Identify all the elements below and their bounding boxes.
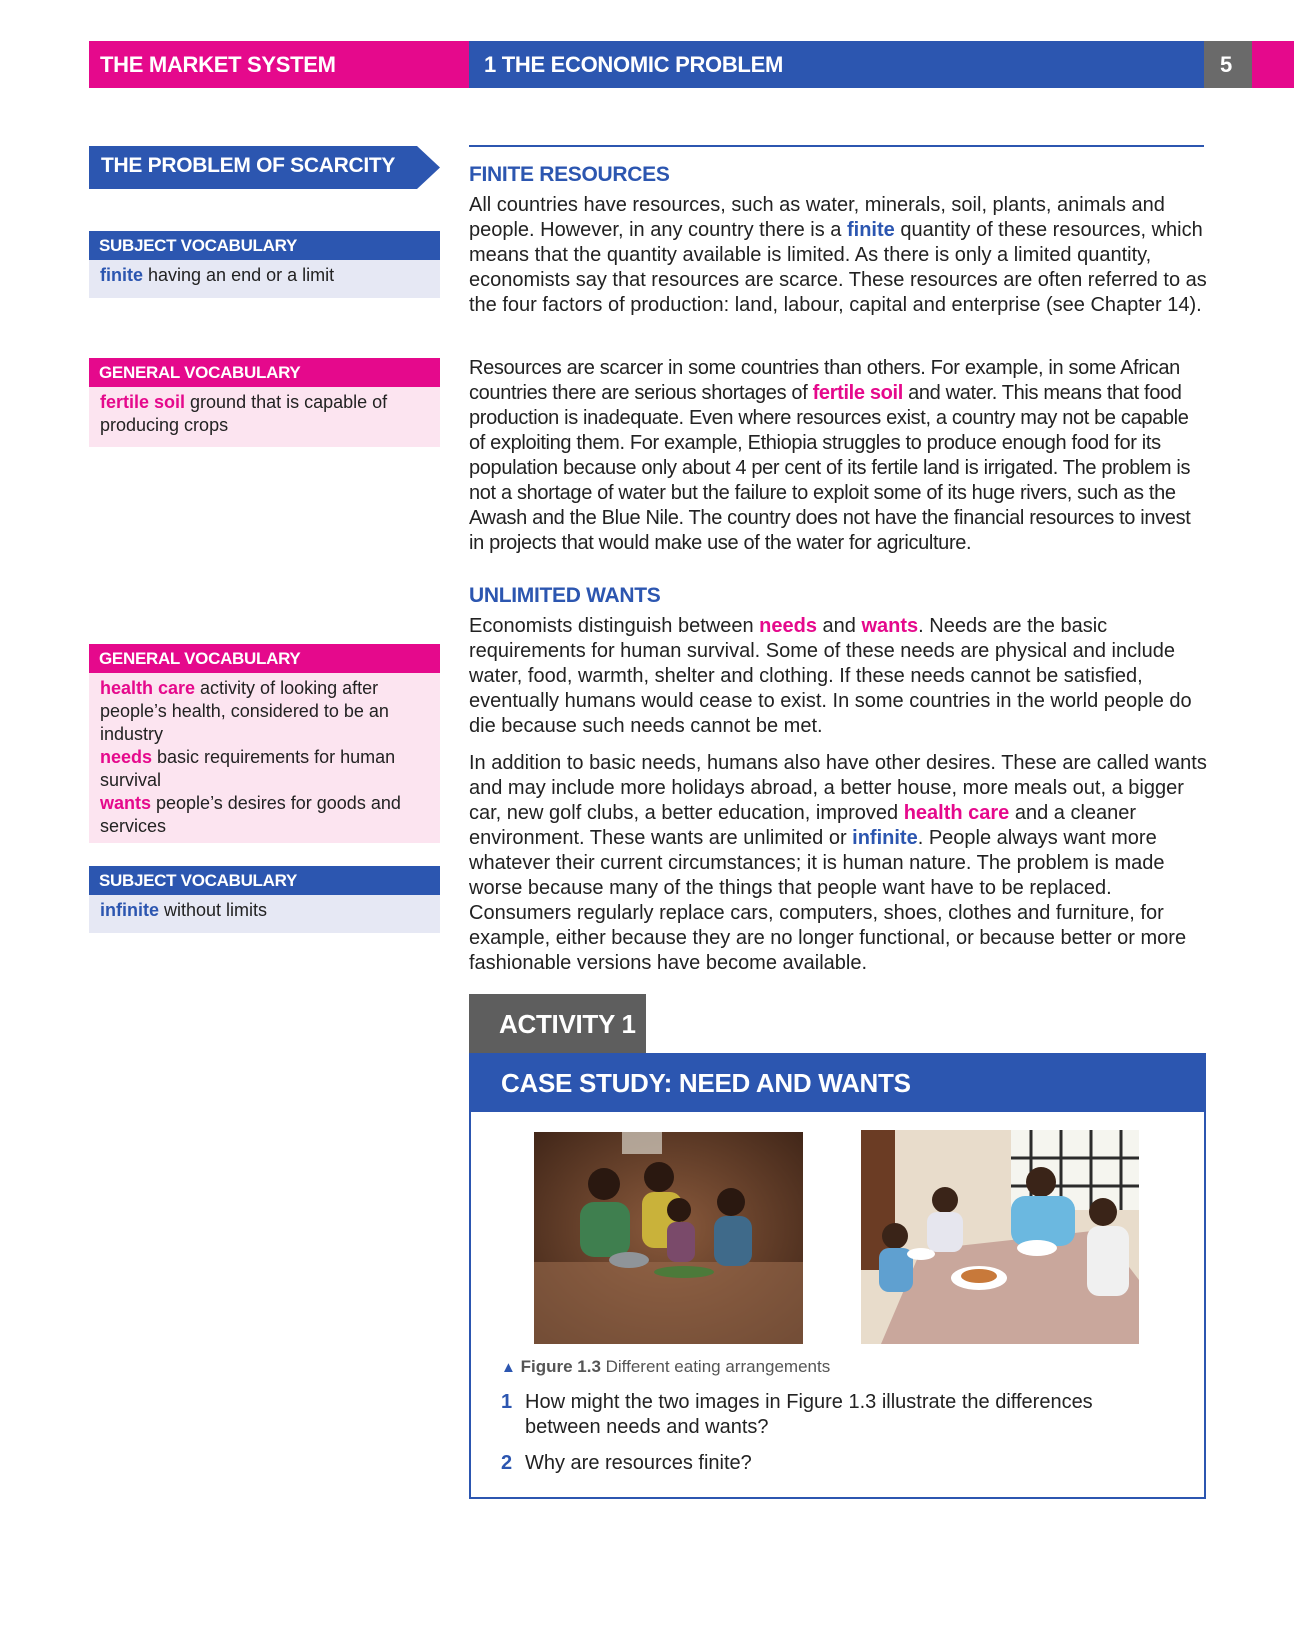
paragraph-wants-1: Economists distinguish between needs and wants. Needs are the basic requirements for human survival. Some of these needs are physical and include water, food, warmth, shelter and clothing. If these needs cannot be satisfied, eventually humans would cease to exist. In some countries in the world people do die because such needs cannot be met. xyxy=(469,615,1192,737)
vocab-entry-fertile-soil xyxy=(89,387,440,447)
subject-vocabulary-heading: SUBJECT VOCABULARY xyxy=(89,866,440,895)
vocab-entry-needs xyxy=(100,746,429,792)
subject-vocabulary-heading: SUBJECT VOCABULARY xyxy=(89,231,440,260)
section-title: THE PROBLEM OF SCARCITY xyxy=(101,154,396,177)
paragraph-finite-1: All countries have resources, such as water, minerals, soil, plants, animals and people. However, in any country there is a finite quantity of these resources, which means that the quantity available is limited. As there is only a limited quantity, economists say that resources are scarce. These resources are often referred to as the four factors of production: land, labour, capital and enterprise (see Chapter 14). xyxy=(469,194,1207,316)
paragraph-finite-2: Resources are scarcer in some countries than others. For example, in some African countries there are serious shortages of fertile soil and water. This means that food production is inadequate. Even where resources exist, a country may not be capable of exploiting them. For example, Ethiopia struggles to produce enough food for its population because only about 4 per cent of its fertile land is irrigated. The problem is not a shortage of water but the failure to exploit some of its huge rivers, such as the Awash and the Blue Nile. The country does not have the financial resources to invest in projects that would make use of the water for agriculture. xyxy=(469,357,1191,554)
heading-finite-resources: FINITE RESOURCES xyxy=(469,163,670,186)
vocab-term: needs xyxy=(100,747,153,767)
vocab-definition: ground that is capable of producing crops xyxy=(100,392,388,435)
question-1: 1 How might the two images in Figure 1.3 illustrate the differences between needs and wants? xyxy=(501,1391,1093,1438)
case-study-title: CASE STUDY: NEED AND WANTS xyxy=(501,1068,911,1098)
paragraph-wants-2: In addition to basic needs, humans also have other desires. These are called wants and may include more holidays abroad, a better house, more meals out, a bigger car, new golf clubs, a better education, improved health care and a cleaner environment. These wants are unlimited or infinite. People always want more whatever their current circumstances; it is human nature. The problem is made worse because many of the things that people want have to be replaced. Consumers regularly replace cars, computers, shoes, clothes and furniture, for example, either because they are no longer functional, or because better or more fashionable versions have become available. xyxy=(469,752,1207,974)
question-2: 2 Why are resources finite? xyxy=(501,1452,752,1474)
vocab-term: wants xyxy=(100,793,152,813)
children-eating-photo xyxy=(534,1132,803,1344)
vocab-definition: activity of looking after people’s health, considered to be an industry xyxy=(100,678,389,744)
vocab-term: infinite xyxy=(100,900,159,920)
top-rule xyxy=(469,145,1204,147)
vocab-list xyxy=(89,673,440,843)
keyword-infinite: infinite xyxy=(852,827,918,849)
vocab-term: finite xyxy=(100,265,143,285)
page-number: 5 xyxy=(1220,52,1232,77)
figure-caption: ▲ Figure 1.3 Different eating arrangements xyxy=(501,1357,831,1376)
heading-unlimited-wants: UNLIMITED WANTS xyxy=(469,584,661,607)
general-vocabulary-heading: GENERAL VOCABULARY xyxy=(89,358,440,387)
keyword-needs: needs xyxy=(759,615,817,637)
keyword-health-care: health care xyxy=(903,802,1010,824)
keyword-wants: wants xyxy=(861,615,919,637)
vocab-definition: having an end or a limit xyxy=(143,265,335,285)
vocab-term: health care xyxy=(100,678,196,698)
vocab-entry-health-care xyxy=(100,677,429,746)
header-end-bar xyxy=(1252,41,1294,88)
general-vocabulary-heading: GENERAL VOCABULARY xyxy=(89,644,440,673)
header-section-title: THE MARKET SYSTEM xyxy=(100,52,336,77)
keyword-fertile-soil: fertile soil xyxy=(812,382,903,404)
header-chapter-title: 1 THE ECONOMIC PROBLEM xyxy=(484,52,783,77)
vocab-entry-finite xyxy=(89,260,440,298)
family-dining-photo xyxy=(861,1130,1139,1344)
vocab-term: fertile soil xyxy=(100,392,186,412)
vocab-entry-wants xyxy=(100,792,429,838)
keyword-finite: finite xyxy=(847,219,895,241)
vocab-entry-infinite xyxy=(89,895,440,933)
vocab-definition: people’s desires for goods and services xyxy=(100,793,401,836)
triangle-up-icon: ▲ xyxy=(501,1359,516,1376)
activity-label: ACTIVITY 1 xyxy=(499,1009,636,1039)
vocab-definition: without limits xyxy=(159,900,268,920)
vocab-definition: basic requirements for human survival xyxy=(100,747,396,790)
